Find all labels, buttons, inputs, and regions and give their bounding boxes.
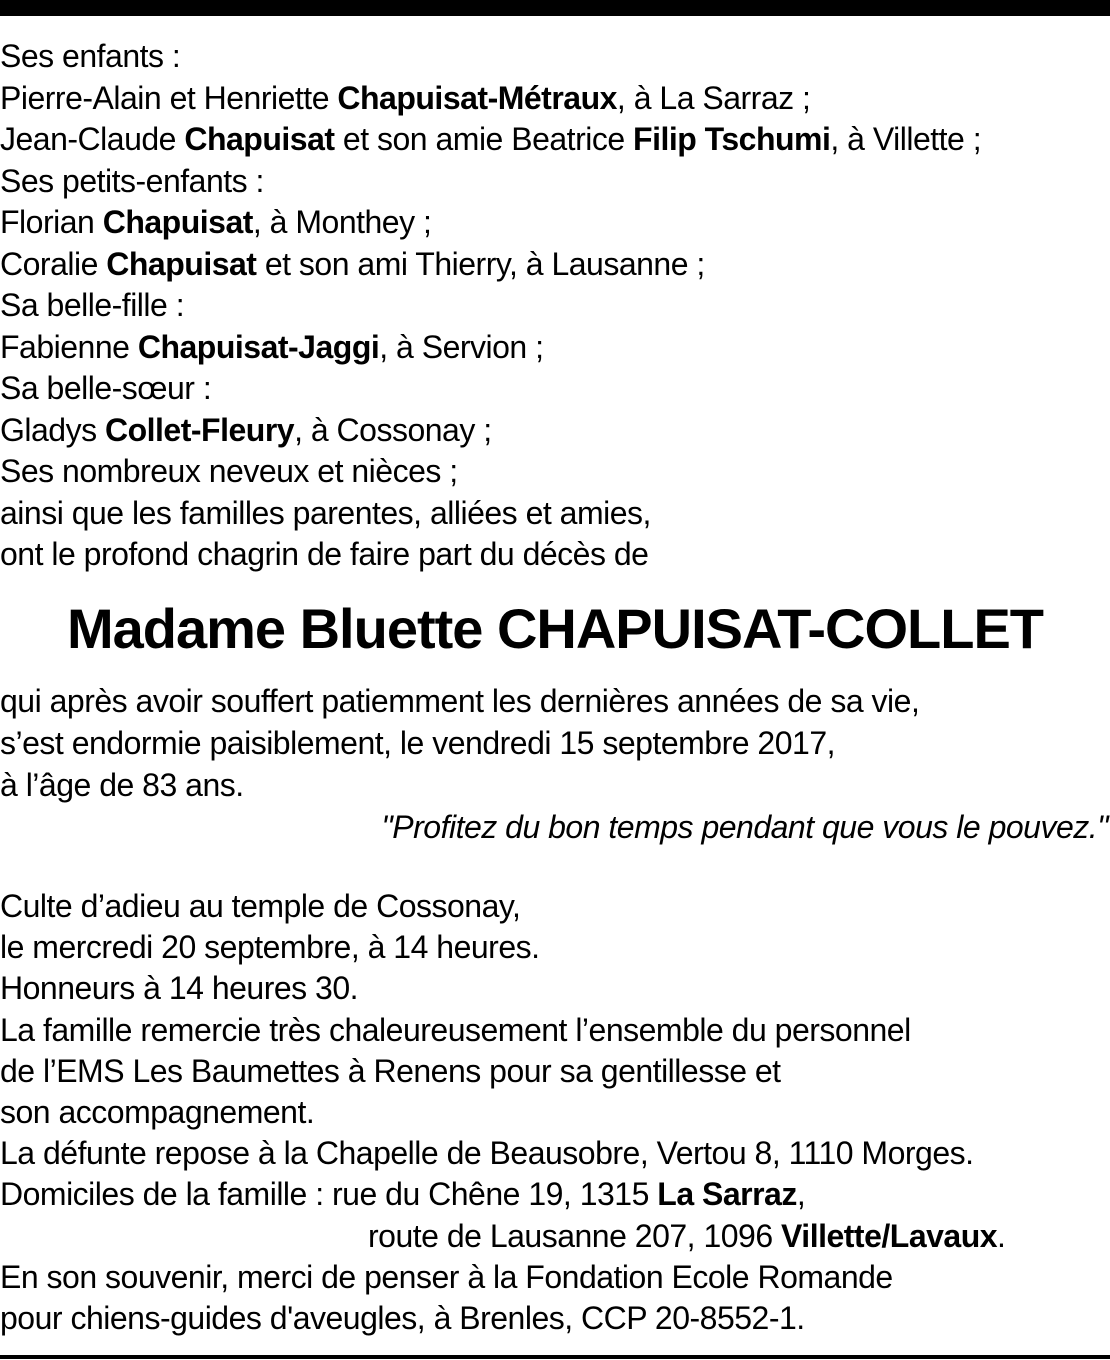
domicile-line: Domiciles de la famille : rue du Chêne 19, 1315 La Sarraz, xyxy=(0,1176,806,1213)
service-line: le mercredi 20 septembre, à 14 heures. xyxy=(0,929,540,966)
donation-line: pour chiens-guides d'aveugles, à Brenles, CCP 20-8552-1. xyxy=(0,1299,805,1336)
family-member-line: Gladys Collet-Fleury, à Cossonay ; xyxy=(0,411,492,448)
service-line: La famille remercie très chaleureusement l’ensemble du personnel xyxy=(0,1011,911,1048)
grandchildren-heading: Ses petits-enfants : xyxy=(0,162,264,199)
family-member-line: Fabienne Chapuisat-Jaggi, à Servion ; xyxy=(0,328,544,365)
death-line: qui après avoir souffert patiemment les dernières années de sa vie, xyxy=(0,683,920,719)
family-member-line: Coralie Chapuisat et son ami Thierry, à Lausanne ; xyxy=(0,245,705,282)
family-member-line: Pierre-Alain et Henriette Chapuisat-Métraux, à La Sarraz ; xyxy=(0,79,811,116)
family-member-line: Florian Chapuisat, à Monthey ; xyxy=(0,204,432,240)
families-line: ainsi que les familles parentes, alliées et amies, xyxy=(0,494,651,531)
epitaph-quote: "Profitez du bon temps pendant que vous le pouvez." xyxy=(381,809,1108,845)
family-member-line: Jean-Claude Chapuisat et son amie Beatrice Filip Tschumi, à Villette ; xyxy=(0,121,982,157)
death-line: à l’âge de 83 ans. xyxy=(0,767,244,803)
top-rule xyxy=(0,0,1110,16)
deceased-name: Madame Bluette CHAPUISAT-COLLET xyxy=(66,597,1044,660)
service-line: son accompagnement. xyxy=(0,1093,315,1130)
domicile-line: route de Lausanne 207, 1096 Villette/Lavaux. xyxy=(368,1217,1006,1254)
announcement-line: ont le profond chagrin de faire part du décès de xyxy=(0,536,649,572)
bottom-rule xyxy=(0,1355,1110,1359)
death-details xyxy=(0,680,1110,848)
service-line: Honneurs à 14 heures 30. xyxy=(0,970,359,1007)
daughter-in-law-heading: Sa belle-fille : xyxy=(0,287,185,323)
sister-in-law-heading: Sa belle-sœur : xyxy=(0,370,212,406)
donation-line: En son souvenir, merci de penser à la Fondation Ecole Romande xyxy=(0,1258,893,1295)
service-line: de l’EMS Les Baumettes à Renens pour sa gentillesse et xyxy=(0,1052,781,1089)
children-heading: Ses enfants : xyxy=(0,38,181,74)
death-line: s’est endormie paisiblement, le vendredi 15 septembre 2017, xyxy=(0,725,835,761)
family-list xyxy=(0,36,1110,576)
service-line: Culte d’adieu au temple de Cossonay, xyxy=(0,888,521,924)
nephews-line: Ses nombreux neveux et nièces ; xyxy=(0,453,458,489)
service-line: La défunte repose à la Chapelle de Beausobre, Vertou 8, 1110 Morges. xyxy=(0,1135,974,1172)
service-details xyxy=(0,886,1110,1339)
